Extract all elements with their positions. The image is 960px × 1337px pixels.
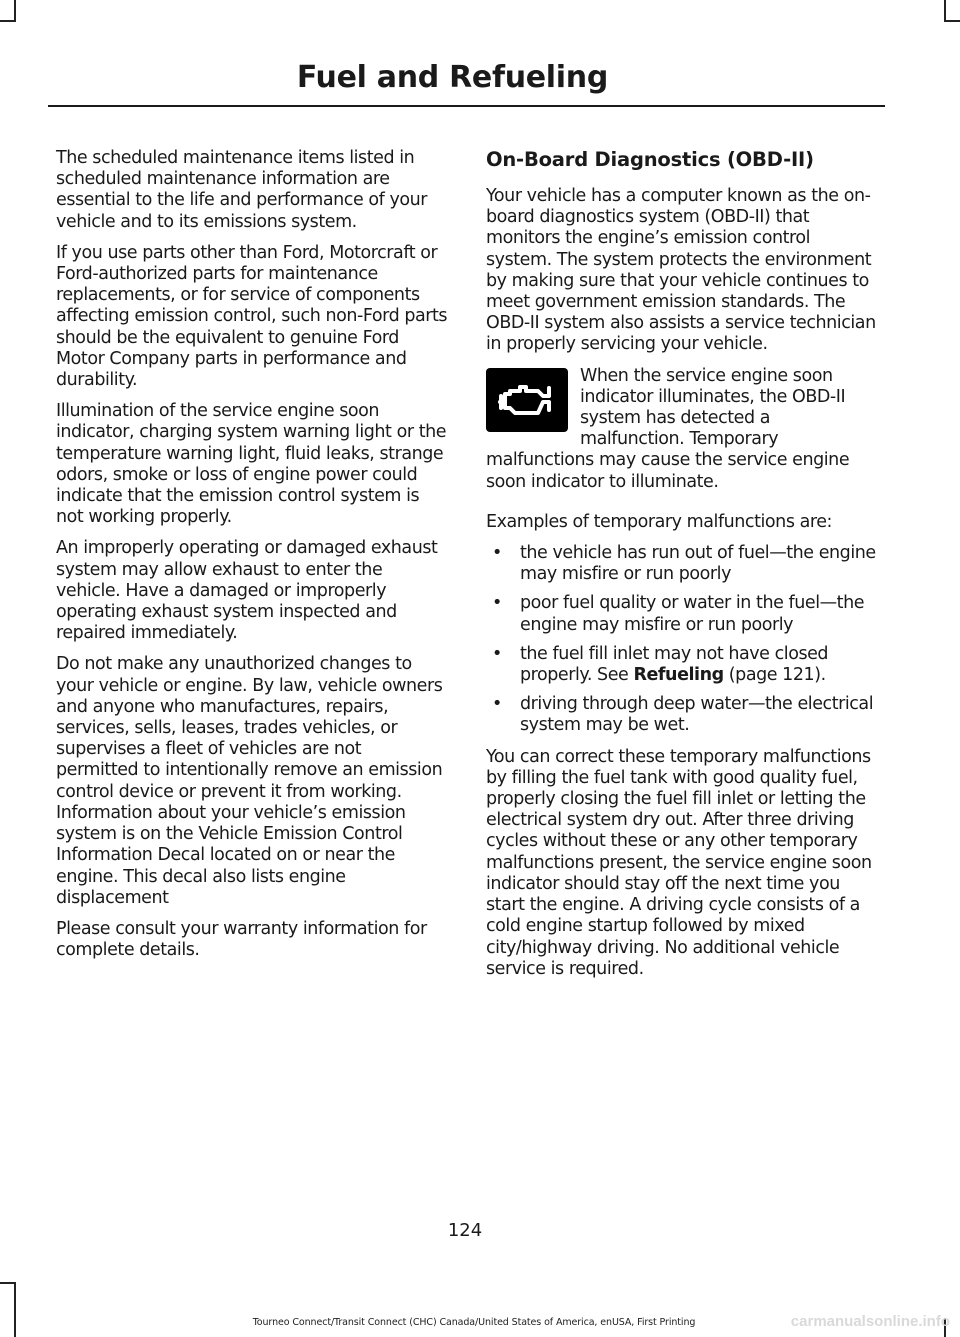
paragraph: Examples of temporary malfunctions are: [486,511,833,532]
section-heading: On-Board Diagnostics (OBD-II) [486,148,814,171]
cross-reference-page: (page 121). [723,665,826,686]
bullet-list [486,543,878,737]
page-number: 124 [447,1220,483,1241]
cross-reference-link[interactable]: Refueling [633,665,724,686]
crop-mark [0,20,16,22]
footer-edition: Tourneo Connect/Transit Connect (CHC) Canada/United States of America, enUSA, First Printing [252,1317,696,1328]
watermark: carmanualsonline.info [790,1313,950,1330]
list-item [486,644,878,686]
paragraph: Please consult your warranty information for complete details. [56,918,427,961]
crop-mark [944,20,960,22]
right-column [486,148,878,990]
icon-paragraph [486,366,878,493]
crop-mark [944,0,946,22]
bullet-icon: • [492,593,502,614]
crop-mark [14,1282,16,1337]
paragraph: The scheduled maintenance items listed in scheduled maintenance information are essential to the life and performance of your vehicle and to its emissions system. [56,148,428,232]
list-item [486,543,878,585]
list-item-text: poor fuel quality or water in the fuel—the engine may misfire or run poorly [520,593,865,635]
paragraph: An improperly operating or damaged exhaust system may allow exhaust to enter the vehicle. Have a damaged or improperly operating exhaust system inspected and repaired immediately. [56,538,438,644]
list-item [486,593,878,635]
list-item-text: driving through deep water—the electrical system may be wet. [520,694,874,736]
crop-mark [14,0,16,22]
header-divider [48,105,885,107]
list-item-text: the vehicle has run out of fuel—the engine may misfire or run poorly [520,543,876,585]
engine-warning-icon-glyph [497,380,557,420]
crop-mark [0,1282,16,1284]
engine-warning-icon [486,368,568,432]
left-column [56,148,448,971]
bullet-icon: • [492,543,502,564]
paragraph: If you use parts other than Ford, Motorcraft or Ford-authorized parts for maintenance replacements, or for service of components affecting emission control, such non-Ford parts should be the equivalent to genuine Ford Motor Company parts in performance and durability. [56,242,448,391]
page-title: Fuel and Refueling [296,60,608,95]
list-item-text: the fuel fill inlet may not have closed properly. See [520,643,829,686]
list-item [486,694,878,736]
bullet-icon: • [492,643,502,664]
paragraph: Illumination of the service engine soon indicator, charging system warning light or the temperature warning light, fluid leaks, strange odors, smoke or loss of engine power could indicate that the emission control system is not working properly. [56,401,447,528]
paragraph: Do not make any unauthorized changes to your vehicle or engine. By law, vehicle owners and anyone who manufactures, repairs, services, sells, leases, trades vehicles, or supervises a fleet of vehicles are not permitted to intentionally remove an emission control device or prevent it from working. Information about your vehicle’s emission system is on the Vehicle Emission Control Information Decal located on or near the engine. This decal also lists engine displacement [56,654,443,908]
paragraph: When the service engine soon indicator illuminates, the OBD-II system has detected a malfunction. Temporary malfunctions may cause the service engine soon indicator to illuminate. [486,365,850,492]
paragraph: You can correct these temporary malfunctions by filling the fuel tank with good quality fuel, properly closing the fuel fill inlet or letting the electrical system dry out. After three driving cycles without these or any other temporary malfunctions present, the service engine soon indicator should stay off the next time you start the engine. A driving cycle consists of a cold engine startup followed by mixed city/highway driving. No additional vehicle service is required. [486,746,872,979]
bullet-icon: • [492,694,502,715]
paragraph: Your vehicle has a computer known as the on-board diagnostics system (OBD-II) that monitors the engine’s emission control system. The system protects the environment by making sure that your vehicle continues to meet government emission standards. The OBD-II system also assists a service technician in properly servicing your vehicle. [486,186,876,355]
